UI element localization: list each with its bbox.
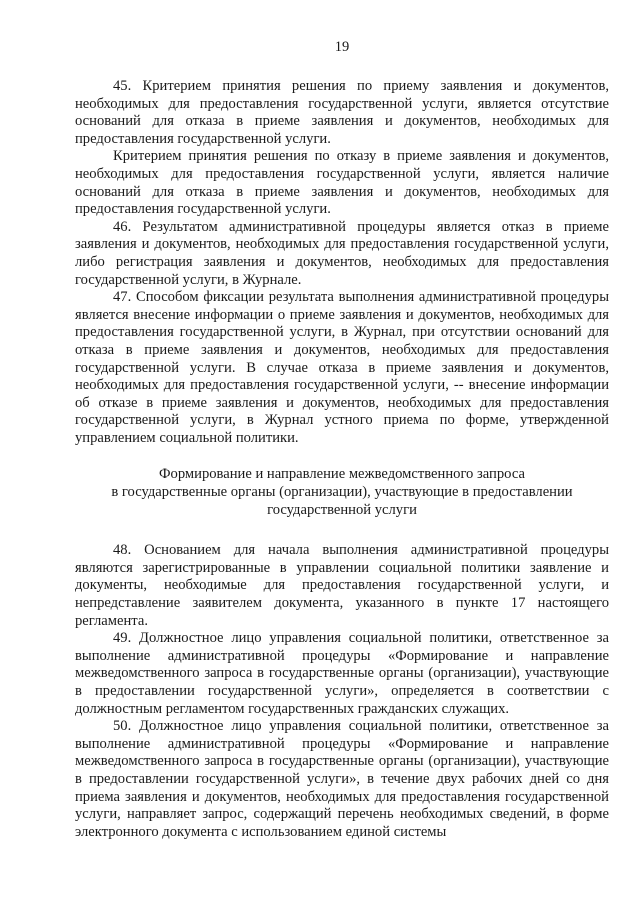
paragraph-49: 49. Должностное лицо управления социальной политики, ответственное за выполнение административной процедуры «Формирование и направление межведомственного запроса в государственные органы (организации), участвующие в предоставлении государственной услуги», определяется в соответствии с должностным регламентом государственных гражданских служащих. xyxy=(75,630,609,717)
section-heading-line-2: в государственные органы (организации), участвующие в предоставлении xyxy=(111,484,573,501)
paragraph-46: 46. Результатом административной процедуры является отказ в приеме заявления и документов, необходимых для предоставления государственной услуги, либо регистрация заявления и документов, необходимых для предоставления государственной услуги, в Журнале. xyxy=(75,218,609,288)
page-number: 19 xyxy=(334,39,350,55)
paragraph-50: 50. Должностное лицо управления социальной политики, ответственное за выполнение административной процедуры «Формирование и направление межведомственного запроса в государственные органы (организации), участвующие в предоставлении государственной услуги», в течение двух рабочих дней со дня приема заявления и документов, необходимых для предоставления государственной услуги, направляет запрос, содержащий перечень необходимых сведений, в форме электронного документа с использованием единой системы xyxy=(75,718,609,840)
section-heading xyxy=(75,466,609,519)
paragraph-48: 48. Основанием для начала выполнения административной процедуры являются зарегистрированные в управлении социальной политики заявление и документы, необходимые для предоставления государственной услуги, и непредставление заявителем документа, указанного в пункте 17 настоящего регламента. xyxy=(75,542,609,629)
paragraph-45: 45. Критерием принятия решения по приему заявления и документов, необходимых для предоставления государственной услуги, является отсутствие оснований для отказа в приеме заявления и документов, необходимых для предоставления государственной услуги. xyxy=(75,78,609,147)
document-page xyxy=(75,38,609,841)
section-heading-line-1: Формирование и направление межведомственного запроса xyxy=(159,466,525,483)
section-heading-line-3: государственной услуги xyxy=(267,501,417,518)
paragraph-47: 47. Способом фиксации результата выполнения административной процедуры является внесение информации о приеме заявления и документов, необходимых для предоставления государственной услуги, в Журнал, при отсутствии оснований для отказа в приеме заявления и документов, необходимых для предоставления государственной услуги. В случае отказа в приеме заявления и документов, необходимых для предоставления государственной услуги, -- внесение информации об отказе в приеме заявления и документов, необходимых для предоставления государственной услуги, в Журнал устного приема по форме, утвержденной управлением социальной политики. xyxy=(75,289,609,446)
paragraph-45-criteria-refusal: Критерием принятия решения по отказу в приеме заявления и документов, необходимых для предоставления государственной услуги, является наличие оснований для отказа в приеме заявления и документов, необходимых для предоставления государственной услуги. xyxy=(75,148,609,218)
